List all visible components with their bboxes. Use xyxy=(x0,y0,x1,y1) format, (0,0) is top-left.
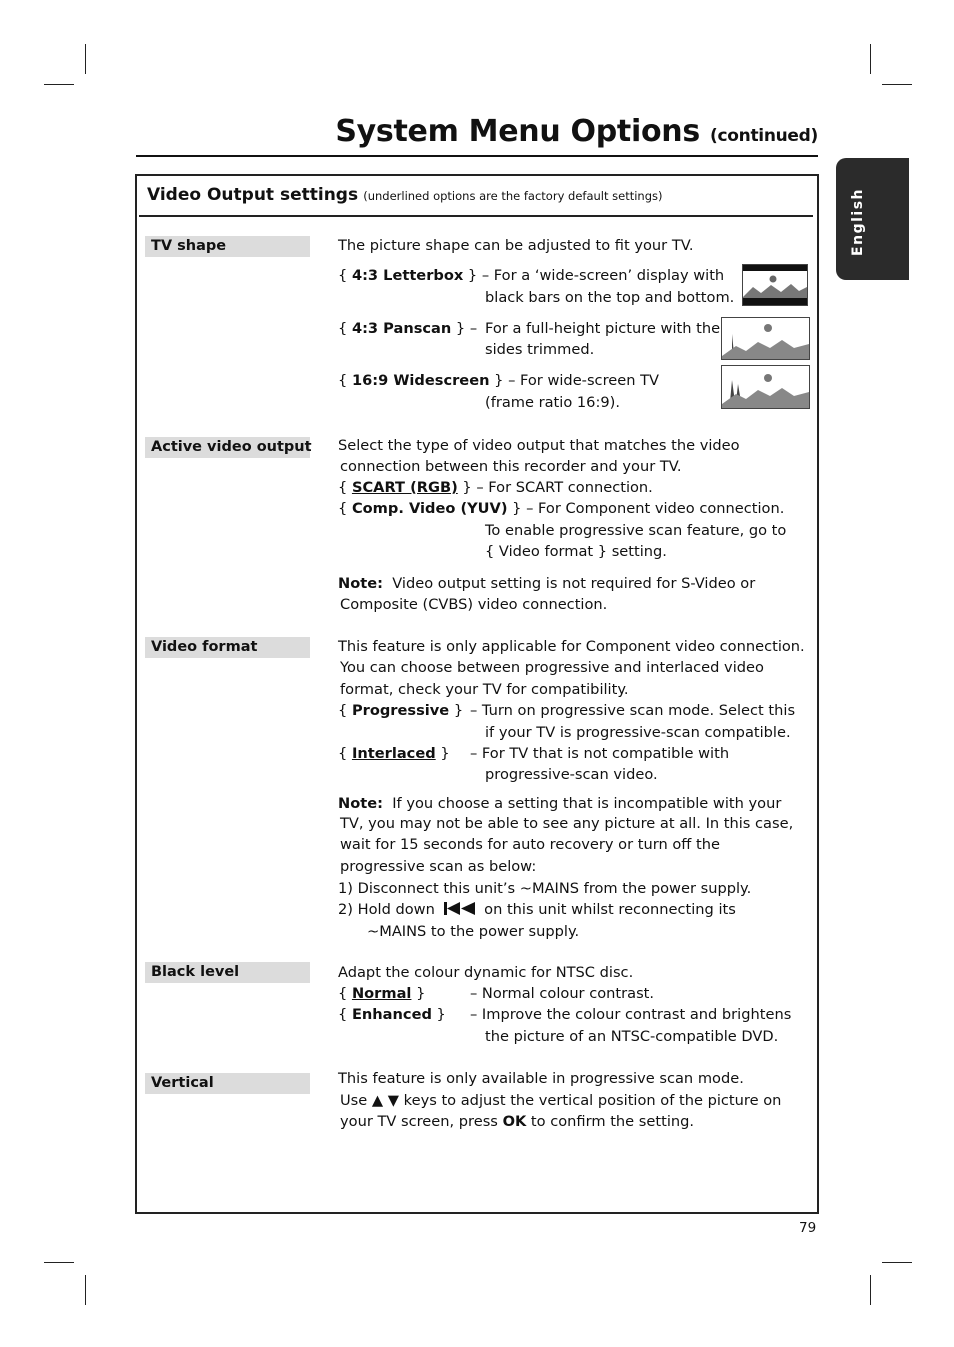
comp-video-desc-3: { Video format } setting. xyxy=(485,543,667,560)
widescreen-image xyxy=(721,365,810,409)
label-video-format: Video format xyxy=(145,637,310,658)
progressive-desc-1: – Turn on progressive scan mode. Select this xyxy=(470,702,796,719)
crop-mark xyxy=(870,1275,871,1305)
video-format-intro-1: This feature is only applicable for Component video connection. xyxy=(338,638,805,655)
skip-previous-icon xyxy=(444,900,476,921)
title-rule xyxy=(136,155,818,157)
interlaced-desc-1: – For TV that is not compatible with xyxy=(470,745,730,762)
interlaced-desc-2: progressive-scan video. xyxy=(485,766,658,783)
arrow-down-icon: ▼ xyxy=(387,1092,400,1109)
crop-mark xyxy=(882,1262,912,1263)
video-format-note-4: progressive scan as below: xyxy=(340,858,537,875)
page-title: System Menu Options (continued) xyxy=(335,114,818,149)
video-format-note: Note: If you choose a setting that is incompatible with your xyxy=(338,795,782,812)
crop-mark xyxy=(870,44,871,74)
label-black-level: Black level xyxy=(145,962,310,983)
tv-shape-intro: The picture shape can be adjusted to fit your TV. xyxy=(338,237,694,254)
step-2-cont: ~MAINS to the power supply. xyxy=(367,923,580,940)
normal-desc: – Normal colour contrast. xyxy=(470,985,655,1002)
section-note: (underlined options are the factory default settings) xyxy=(363,189,663,203)
section-header xyxy=(139,178,813,217)
panscan-desc-1: For a full-height picture with the xyxy=(485,320,721,337)
label-active-video-output: Active video output xyxy=(145,437,310,458)
option-panscan: { 4:3 Panscan } – xyxy=(338,320,478,337)
crop-mark xyxy=(44,1262,74,1263)
vertical-line-3: your TV screen, press OK to confirm the setting. xyxy=(340,1113,695,1130)
section-title: Video Output settings xyxy=(147,185,359,205)
active-video-note-2: Composite (CVBS) video connection. xyxy=(340,596,608,613)
page-number: 79 xyxy=(799,1220,817,1236)
video-format-intro-2: You can choose between progressive and interlaced video xyxy=(340,659,764,676)
crop-mark xyxy=(44,84,74,85)
panscan-desc-2: sides trimmed. xyxy=(485,341,595,358)
widescreen-desc: (frame ratio 16:9). xyxy=(485,394,620,411)
option-interlaced: { Interlaced } xyxy=(338,745,450,762)
vertical-line-1: This feature is only available in progressive scan mode. xyxy=(338,1070,744,1087)
language-tab: English xyxy=(836,158,909,280)
option-enhanced: { Enhanced } xyxy=(338,1006,446,1023)
black-level-intro: Adapt the colour dynamic for NTSC disc. xyxy=(338,964,634,981)
option-widescreen: { 16:9 Widescreen } – For wide-screen TV xyxy=(338,372,659,389)
enhanced-desc-2: the picture of an NTSC-compatible DVD. xyxy=(485,1028,779,1045)
label-vertical: Vertical xyxy=(145,1073,310,1094)
continued-label: (continued) xyxy=(710,126,818,146)
crop-mark xyxy=(85,44,86,74)
label-tv-shape: TV shape xyxy=(145,236,310,257)
option-letterbox: { 4:3 Letterbox } – For a ‘wide-screen’ display with xyxy=(338,267,725,284)
letterbox-desc: black bars on the top and bottom. xyxy=(485,289,735,306)
video-format-intro-3: format, check your TV for compatibility. xyxy=(340,681,629,698)
comp-video-desc-2: To enable progressive scan feature, go to xyxy=(485,522,787,539)
option-normal: { Normal } xyxy=(338,985,426,1002)
step-2: 2) Hold down on this unit whilst reconnecting its xyxy=(338,899,736,921)
active-video-intro-2: connection between this recorder and your TV. xyxy=(340,458,682,475)
active-video-intro-1: Select the type of video output that matches the video xyxy=(338,437,740,454)
option-scart: { SCART (RGB) } – For SCART connection. xyxy=(338,479,653,496)
video-format-note-2: TV, you may not be able to see any picture at all. In this case, xyxy=(340,815,794,832)
letterbox-image xyxy=(742,264,808,306)
step-1: 1) Disconnect this unit’s ~MAINS from the power supply. xyxy=(338,880,752,897)
option-progressive: { Progressive } xyxy=(338,702,464,719)
vertical-line-2: Use ▲ ▼ keys to adjust the vertical position of the picture on xyxy=(340,1092,782,1109)
enhanced-desc-1: – Improve the colour contrast and brightens xyxy=(470,1006,792,1023)
crop-mark xyxy=(882,84,912,85)
option-comp-video: { Comp. Video (YUV) } – For Component video connection. xyxy=(338,500,785,517)
active-video-note: Note: Video output setting is not required for S-Video or xyxy=(338,575,756,592)
arrow-up-icon: ▲ xyxy=(371,1092,384,1109)
panscan-image xyxy=(721,317,810,360)
progressive-desc-2: if your TV is progressive-scan compatible. xyxy=(485,724,791,741)
video-format-note-3: wait for 15 seconds for auto recovery or turn off the xyxy=(340,836,720,853)
crop-mark xyxy=(85,1275,86,1305)
